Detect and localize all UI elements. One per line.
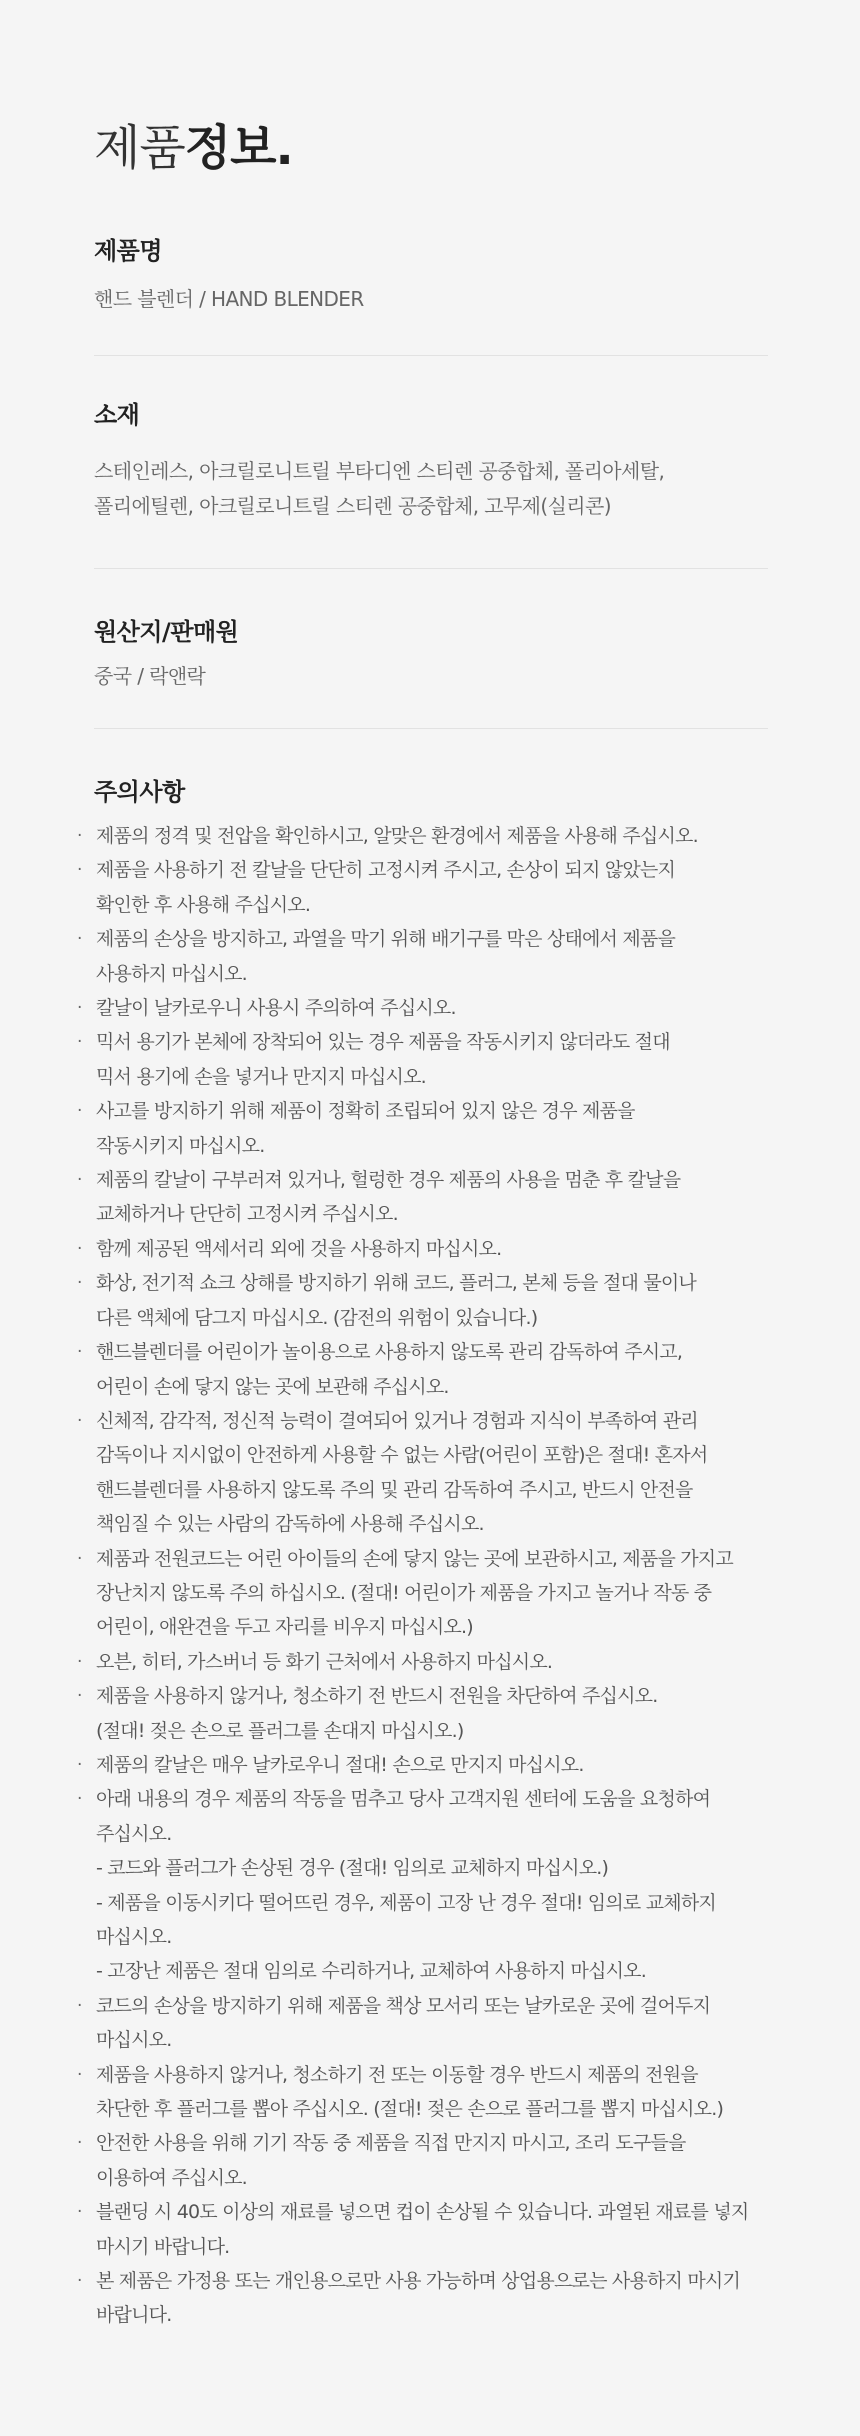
- caution-item: [77, 2195, 816, 2264]
- caution-item: [77, 991, 816, 1025]
- caution-item: [77, 1645, 816, 1679]
- bullet-dot-icon: ·: [77, 1548, 82, 1569]
- bullet-dot-icon: ·: [77, 1032, 82, 1053]
- bullet-dot-icon: ·: [77, 2271, 82, 2292]
- caution-heading: 주의사항: [94, 778, 185, 806]
- bullet-dot-icon: ·: [77, 2133, 82, 2154]
- caution-text: 제품과 전원코드는 어린 아이들의 손에 닿지 않는 곳에 보관하시고, 제품을 가지고 장난치지 않도록 주의 하십시오. (절대! 어린이가 제품을 가지고 놀거나 작동 중 어린이, 애완견을 두고 자리를 비우지 마십시오.): [96, 1547, 733, 1639]
- caution-item: [77, 1163, 816, 1232]
- bullet-dot-icon: ·: [77, 826, 82, 846]
- caution-item: [77, 853, 816, 922]
- caution-item: [77, 1094, 816, 1163]
- product-name-section: [94, 234, 768, 356]
- page-title: [94, 118, 768, 178]
- caution-item: [77, 1748, 816, 1782]
- bullet-dot-icon: ·: [77, 2064, 82, 2085]
- caution-text: 블랜딩 시 40도 이상의 재료를 넣으면 컵이 손상될 수 있습니다. 과열된 재료를 넣지 마시기 바랍니다.: [96, 2201, 749, 2258]
- bullet-dot-icon: ·: [77, 998, 82, 1019]
- caution-item: [77, 1232, 816, 1266]
- caution-item: [77, 819, 816, 853]
- caution-text: 신체적, 감각적, 정신적 능력이 결여되어 있거나 경험과 지식이 부족하여 관리 감독이나 지시없이 안전하게 사용할 수 없는 사람(어린이 포함)은 절대! 혼자서 핸드블렌더를 사용하지 않도록 주의 및 관리 감독하여 주시고, 반드시 안전을 책임질 수 있는 사람의 감독하에 사용해 주십시오.: [96, 1409, 708, 1536]
- material-value: 스테인레스, 아크릴로니트릴 부타디엔 스티렌 공중합체, 폴리아세탈, 폴리에틸렌, 아크릴로니트릴 스티렌 공중합체, 고무제(실리콘): [94, 459, 665, 518]
- origin-value: 중국 / 락앤락: [94, 664, 206, 688]
- bullet-dot-icon: ·: [77, 1651, 82, 1672]
- bullet-dot-icon: ·: [77, 1686, 82, 1707]
- caution-text: 아래 내용의 경우 제품의 작동을 멈추고 당사 고객지원 센터에 도움을 요청하여 주십시오. - 코드와 플러그가 손상된 경우 (절대! 임의로 교체하지 마십시오.) - 제품을 이동시키다 떨어뜨린 경우, 제품이 고장 난 경우 절대! 임의로 교체하지 마십시오. - 고장난 제품은 절대 임의로 수리하거나, 교체하여 사용하지 마십시오.: [96, 1788, 716, 1983]
- caution-text: 믹서 용기가 본체에 장착되어 있는 경우 제품을 작동시키지 않더라도 절대 믹서 용기에 손을 넣거나 만지지 마십시오.: [96, 1031, 670, 1088]
- caution-item: [77, 1782, 816, 1988]
- caution-item: [77, 2126, 816, 2195]
- material-heading: 소재: [94, 401, 140, 429]
- caution-item: [77, 1404, 816, 1542]
- bullet-dot-icon: ·: [77, 1101, 82, 1122]
- caution-item: [77, 1335, 816, 1404]
- bullet-dot-icon: ·: [77, 1410, 82, 1431]
- caution-item: [77, 922, 816, 991]
- product-info-content: [77, 118, 768, 2333]
- bullet-dot-icon: ·: [77, 860, 82, 881]
- page-title-regular: 제품: [94, 120, 185, 176]
- caution-text: 제품을 사용하기 전 칼날을 단단히 고정시켜 주시고, 손상이 되지 않았는지 확인한 후 사용해 주십시오.: [96, 859, 676, 916]
- caution-text: 제품의 정격 및 전압을 확인하시고, 알맞은 환경에서 제품을 사용해 주십시오.: [96, 825, 698, 847]
- caution-text: 제품을 사용하지 않거나, 청소하기 전 또는 이동할 경우 반드시 제품의 전원을 차단한 후 플러그를 뽑아 주십시오. (절대! 젖은 손으로 플러그를 뽑지 마십시오.): [96, 2063, 724, 2121]
- product-name-heading: 제품명: [94, 237, 163, 265]
- caution-text: 사고를 방지하기 위해 제품이 정확히 조립되어 있지 않은 경우 제품을 작동시키지 마십시오.: [96, 1100, 635, 1157]
- caution-item: [77, 1025, 816, 1094]
- caution-text: 제품을 사용하지 않거나, 청소하기 전 반드시 전원을 차단하여 주십시오. (절대! 젖은 손으로 플러그를 손대지 마십시오.): [96, 1685, 658, 1742]
- caution-text: 본 제품은 가정용 또는 개인용으로만 사용 가능하며 상업용으로는 사용하지 마시기 바랍니다.: [96, 2270, 740, 2327]
- caution-text: 화상, 전기적 쇼크 상해를 방지하기 위해 코드, 플러그, 본체 등을 절대 물이나 다른 액체에 담그지 마십시오. (감전의 위험이 있습니다.): [96, 1272, 696, 1329]
- caution-text: 함께 제공된 액세서리 외에 것을 사용하지 마십시오.: [96, 1237, 502, 1260]
- caution-text: 제품의 손상을 방지하고, 과열을 막기 위해 배기구를 막은 상태에서 제품을 사용하지 마십시오.: [96, 928, 676, 985]
- caution-text: 제품의 칼날은 매우 날카로우니 절대! 손으로 만지지 마십시오.: [96, 1753, 584, 1776]
- caution-text: 코드의 손상을 방지하기 위해 제품을 책상 모서리 또는 날카로운 곳에 걸어두지 마십시오.: [96, 1994, 711, 2052]
- bullet-dot-icon: ·: [77, 1273, 82, 1294]
- caution-item: [77, 1989, 816, 2058]
- bullet-dot-icon: ·: [77, 1170, 82, 1191]
- product-name-value: 핸드 블렌더 / HAND BLENDER: [94, 287, 364, 311]
- origin-section: [94, 615, 768, 729]
- caution-item: [77, 2264, 816, 2333]
- caution-list: [77, 819, 768, 2333]
- caution-text: 칼날이 날카로우니 사용시 주의하여 주십시오.: [96, 997, 456, 1020]
- caution-text: 제품의 칼날이 구부러져 있거나, 헐렁한 경우 제품의 사용을 멈춘 후 칼날을 교체하거나 단단히 고정시켜 주십시오.: [96, 1169, 681, 1226]
- bullet-dot-icon: ·: [77, 1995, 82, 2016]
- caution-item: [77, 1542, 816, 1645]
- caution-item: [77, 1679, 816, 1748]
- origin-heading: 원산지/판매원: [94, 618, 239, 646]
- caution-text: 핸드블렌더를 어린이가 놀이용으로 사용하지 않도록 관리 감독하여 주시고, 어린이 손에 닿지 않는 곳에 보관해 주십시오.: [96, 1341, 683, 1398]
- bullet-dot-icon: ·: [77, 1754, 82, 1775]
- caution-item: [77, 1266, 816, 1335]
- bullet-dot-icon: ·: [77, 1238, 82, 1259]
- caution-text: 안전한 사용을 위해 기기 작동 중 제품을 직접 만지지 마시고, 조리 도구들을 이용하여 주십시오.: [96, 2132, 686, 2189]
- bullet-dot-icon: ·: [77, 929, 82, 950]
- bullet-dot-icon: ·: [77, 2202, 82, 2223]
- bullet-dot-icon: ·: [77, 1342, 82, 1363]
- bullet-dot-icon: ·: [77, 1789, 82, 1810]
- page-title-bold: 정보.: [184, 120, 293, 176]
- caution-text: 오븐, 히터, 가스버너 등 화기 근처에서 사용하지 마십시오.: [96, 1650, 553, 1673]
- material-section: [94, 398, 768, 569]
- caution-section: [77, 775, 768, 2333]
- caution-item: [77, 2058, 816, 2127]
